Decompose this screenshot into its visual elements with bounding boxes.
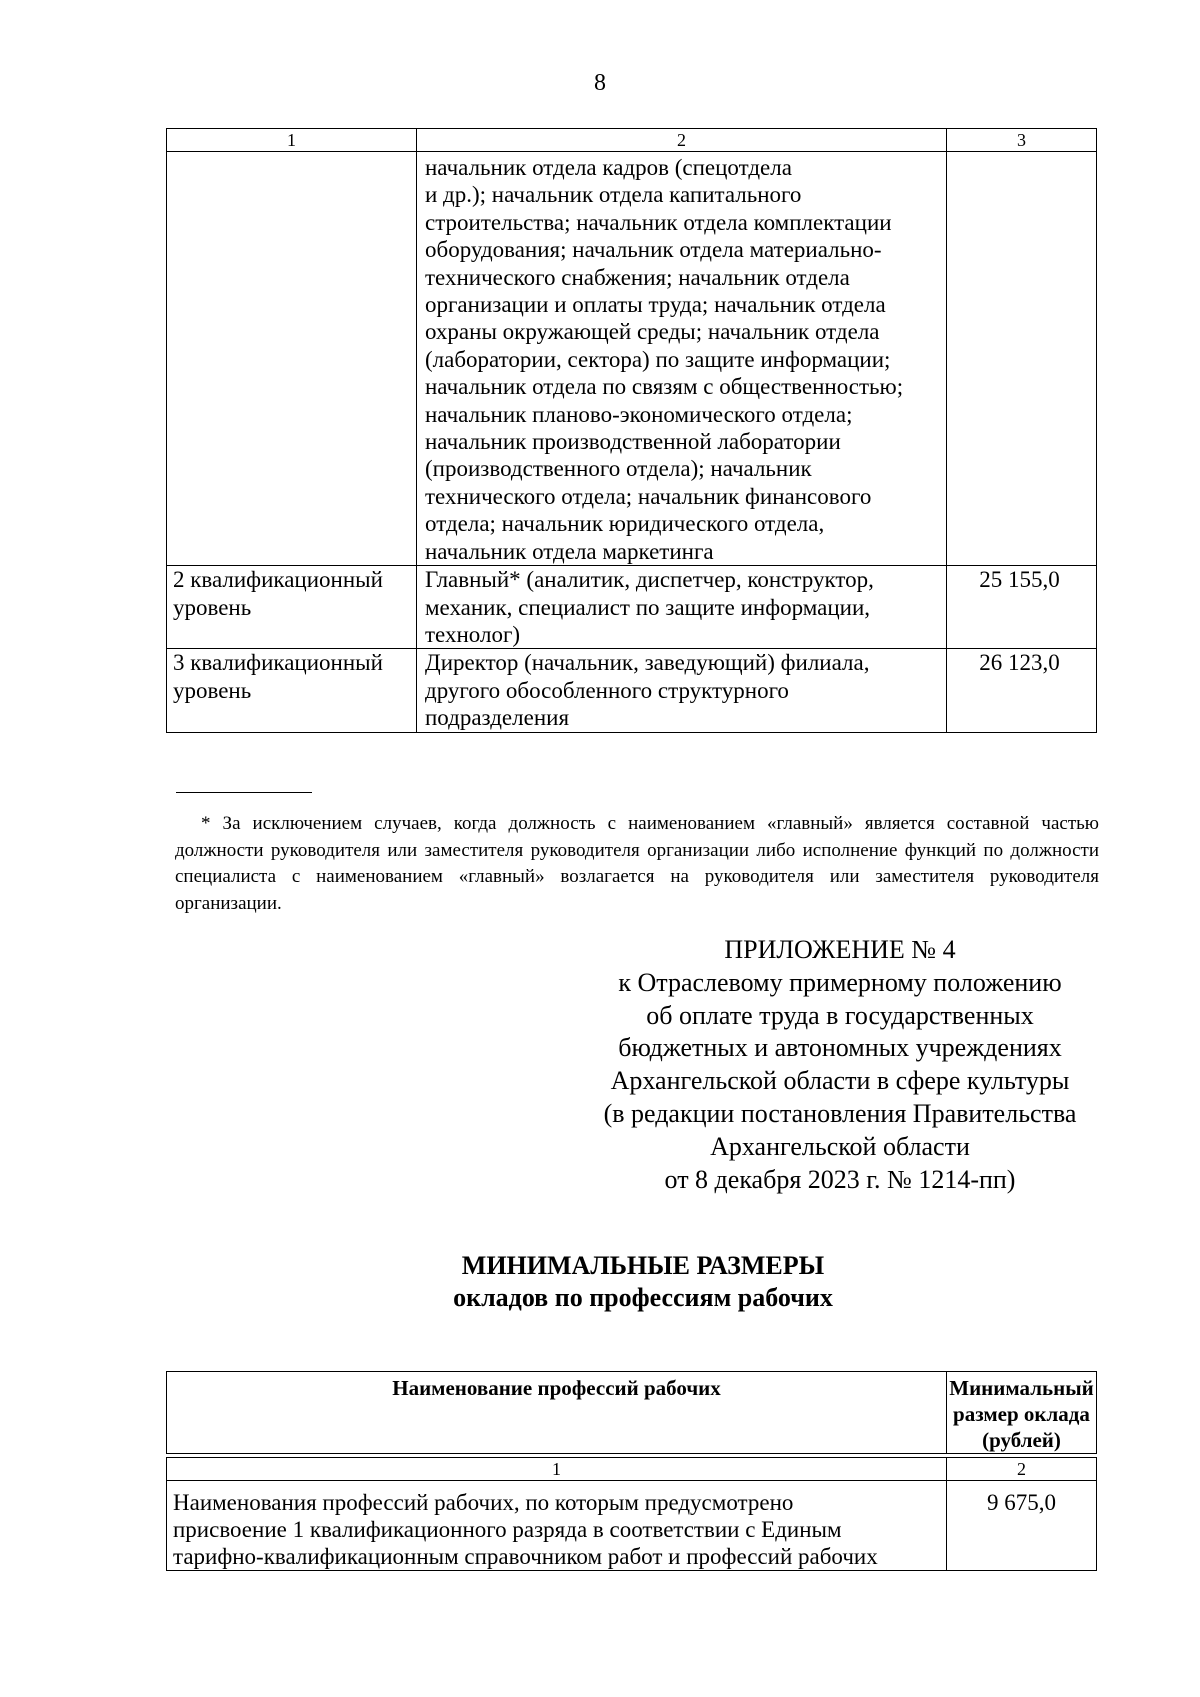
positions-line: начальник планово-экономического отдела; (425, 401, 853, 427)
positions-line: технического отдела; начальник финансового (425, 483, 872, 509)
header-salary-line: размер оклада (953, 1402, 1090, 1426)
level-line: уровень (173, 594, 252, 620)
header-salary-line: Минимальный (949, 1376, 1094, 1400)
positions-line: организации и оплаты труда; начальник отдела (425, 292, 886, 318)
table-row (167, 649, 1097, 732)
level-line: уровень (173, 677, 252, 703)
worker-salary-table (166, 1371, 1097, 1571)
positions-line: начальник отдела по связям с общественностью; (425, 374, 904, 400)
salary-cell-empty (947, 152, 1097, 566)
title-line-2: окладов по профессиям рабочих (453, 1283, 833, 1312)
annex-line: бюджетных и автономных учреждениях (618, 1033, 1062, 1063)
document-title (0, 1250, 1200, 1314)
table-row-continuation (167, 152, 1097, 566)
header-salary-line: (рублей) (982, 1428, 1061, 1452)
column-number-3: 3 (947, 129, 1097, 152)
positions-line: начальник отдела маркетинга (425, 538, 714, 564)
level-line: 3 квалификационный (173, 650, 383, 676)
level-cell (167, 649, 417, 732)
table-header-row (167, 129, 1097, 152)
level-cell-empty (167, 152, 417, 566)
annex-heading (560, 934, 1120, 1196)
positions-list-cell (417, 152, 947, 566)
footnote-text: * За исключением случаев, когда должность с наименованием «главный» является составной частью должности руководителя или заместителя руководителя организации либо исполнение функций по должности специалиста с наименованием «главный» возлагается на руководителя или заместителя руководителя организации. (175, 813, 1099, 914)
position-line: подразделения (425, 705, 570, 731)
profession-line: присвоение 1 квалификационного разряда в соответствии с Единым (173, 1517, 842, 1542)
column-number-1: 1 (167, 129, 417, 152)
position-line: механик, специалист по защите информации, (425, 594, 871, 620)
annex-line: Архангельской области (710, 1131, 970, 1161)
header-profession-name: Наименование профессий рабочих (167, 1372, 947, 1454)
table-header-row (167, 1372, 1097, 1454)
annex-title: ПРИЛОЖЕНИЕ № 4 (724, 935, 956, 964)
column-number-2: 2 (947, 1458, 1097, 1481)
qualification-table (166, 128, 1097, 733)
position-cell (417, 649, 947, 732)
positions-line: отдела; начальник юридического отдела, (425, 511, 825, 537)
footnote-divider (176, 792, 312, 793)
positions-line: охраны окружающей среды; начальник отдела (425, 319, 880, 345)
annex-line: к Отраслевому примерному положению (618, 967, 1062, 997)
annex-line: об оплате труда в государственных (646, 1000, 1034, 1030)
header-min-salary (947, 1372, 1097, 1454)
positions-line: (лаборатории, сектора) по защите информации; (425, 346, 891, 372)
position-line: другого обособленного структурного (425, 677, 789, 703)
positions-line: и др.); начальник отдела капитального (425, 182, 802, 208)
position-line: Главный* (аналитик, диспетчер, конструктор, (425, 567, 874, 593)
level-cell (167, 566, 417, 649)
positions-line: начальник отдела кадров (спецотдела (425, 155, 792, 180)
title-line-1: МИНИМАЛЬНЫЕ РАЗМЕРЫ (461, 1251, 825, 1280)
annex-line: (в редакции постановления Правительства (603, 1098, 1077, 1128)
column-number-2: 2 (417, 129, 947, 152)
profession-cell (167, 1481, 947, 1571)
positions-line: технического снабжения; начальник отдела (425, 264, 850, 290)
positions-line: строительства; начальник отдела комплектации (425, 209, 892, 235)
position-line: Директор (начальник, заведующий) филиала, (425, 650, 870, 676)
profession-line: Наименования профессий рабочих, по которым предусмотрено (173, 1490, 794, 1515)
salary-cell: 9 675,0 (947, 1481, 1097, 1571)
annex-line: от 8 декабря 2023 г. № 1214-пп) (664, 1164, 1016, 1194)
position-cell (417, 566, 947, 649)
position-line: технолог) (425, 621, 521, 647)
level-line: 2 квалификационный (173, 567, 383, 593)
column-numbers-row (167, 1458, 1097, 1481)
positions-line: (производственного отдела); начальник (425, 456, 812, 482)
table-row (167, 566, 1097, 649)
column-number-1: 1 (167, 1458, 947, 1481)
table-row (167, 1481, 1097, 1571)
positions-line: оборудования; начальник отдела материально- (425, 237, 882, 263)
salary-cell: 26 123,0 (947, 649, 1097, 732)
page-number: 8 (594, 70, 606, 96)
positions-line: начальник производственной лаборатории (425, 429, 841, 455)
salary-cell: 25 155,0 (947, 566, 1097, 649)
annex-line: Архангельской области в сфере культуры (610, 1066, 1070, 1096)
profession-line: тарифно-квалификационным справочником работ и профессий рабочих (173, 1544, 878, 1569)
